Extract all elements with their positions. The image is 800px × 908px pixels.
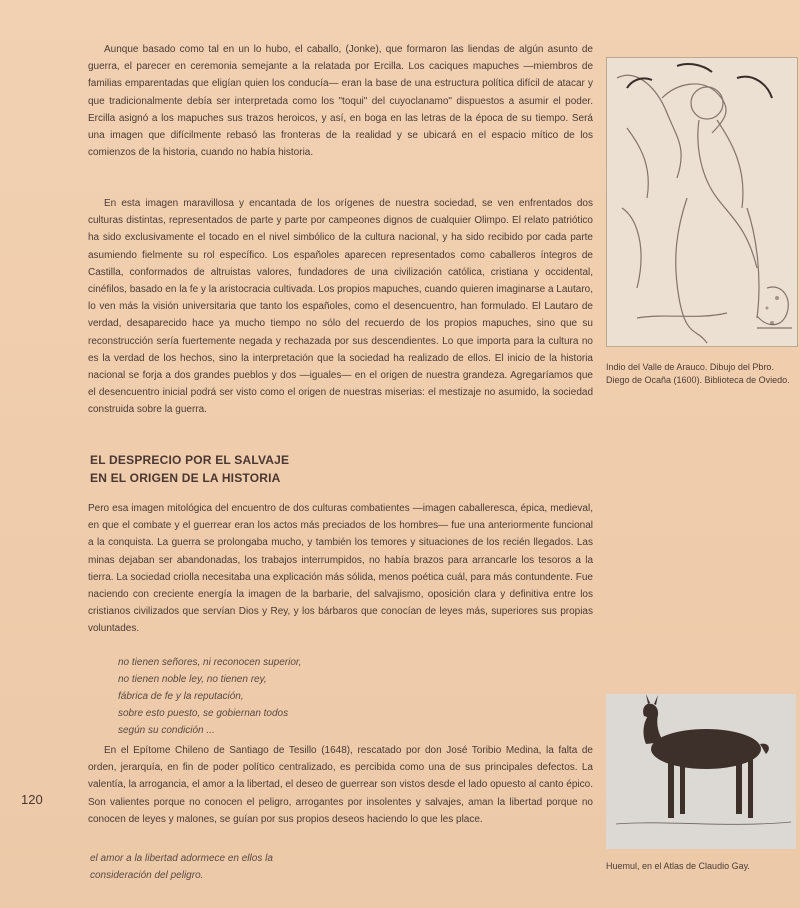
huemul-illustration [606, 694, 796, 849]
paragraph-1: Aunque basado como tal en un lo hubo, el caballo, (Jonke), que formaron las liendas de algún asunto de guerra, el parecer en ceremonia semejante a la relatada por Ercilla. Los caciques mapuches —miembros de familias emparentadas que eligían quien los conducía— eran la base de una estructura política difícil de atacar y que tradicionalmente debía ser interpretada como los "toqui" del cuyoclanamo" dispuestos a asumir el poder. Ercilla asignó a los mapuches sus trazos heroicos, y así, en boga en las letras de la época de su tiempo. Será una imagen que difícilmente rebasó las fronteras de la realidad y se ubicará en el espacio mítico de los comienzos de la historia, cuando no había historia. [88, 44, 593, 159]
verse-line: no tienen señores, ni reconocen superior, [118, 657, 302, 668]
section-heading [90, 451, 420, 487]
heading-line-2: EN EL ORIGEN DE LA HISTORIA [90, 471, 281, 485]
verse-line: según su condición ... [118, 725, 215, 736]
paragraph-3: Pero esa imagen mitológica del encuentro de dos culturas combatientes —imagen caballeresca, épica, medieval, en que el combate y el guerrear eran los actos más preciados de los hombres— fue una anteriormente funcional a la conquista. La guerra se prolongaba mucho, y también los temores y situaciones de los recién llegados. Las minas dejaban ser abandonadas, los trabajos interrumpidos, no había brazos para arrancarle los tesoros a la tierra. La sociedad criolla necesitaba una explicación más sólida, menos poética cuál, para más contundente. Fue naciendo con creciente energía la imagen de la barbarie, del salvajismo, oposición clara y definitiva entre los cristianos civilizados que servían Dios y Rey, y los bárbaros que conocían de leyes más, superiores sus propias voluntades. [88, 503, 593, 635]
heading-line-1: EL DESPRECIO POR EL SALVAJE [90, 453, 290, 467]
verse-line: no tienen noble ley, no tienen rey, [118, 674, 267, 685]
indio-sketch-illustration [606, 57, 798, 347]
figure-top-caption: Indio del Valle de Arauco. Dibujo del Pbro. Diego de Ocaña (1600). Biblioteca de Oviedo. [606, 362, 790, 385]
sketch-drawing [607, 58, 797, 346]
paragraph-4: En el Epítome Chileno de Santiago de Tesillo (1648), rescatado por don José Toribio Medina, la falta de orden, jerarquía, en fin de poder político centralizado, es percibida como una de sus principales defectos. La valentía, la arrogancia, el amor a la libertad, el deseo de guerrear son vistos desde el lado opuesto al canto épico. Son valientes porque no conocen el peligro, arrogantes por insolentes y salvajes, aman la libertad porque no conocen de leyes y malones, se guían por sus propios deseos haciendo lo que les place. [88, 745, 593, 825]
verse-line: fábrica de fe y la reputación, [118, 691, 244, 702]
huemul-drawing [606, 694, 796, 849]
page-number: 120 [21, 792, 43, 807]
verse-quote [118, 654, 538, 739]
closing-quote-line: el amor a la libertad adormece en ellos la [90, 853, 273, 864]
closing-quote [90, 850, 450, 884]
verse-line: sobre esto puesto, se gobiernan todos [118, 708, 289, 719]
figure-animal-caption: Huemul, en el Atlas de Claudio Gay. [606, 861, 750, 871]
closing-quote-line: consideración del peligro. [90, 870, 204, 881]
paragraph-2: En esta imagen maravillosa y encantada de los orígenes de nuestra sociedad, se ven enfrentados dos culturas distintas, representados de parte y parte por campeones dignos de cualquier Olimpo. El relato patriótico ha sido exclusivamente el tocado en el nivel simbólico de la cultura nacional, y ha sido recibido por cada parte asumiendo fielmente su rol específico. Los españoles aparecen representados como caballeros íntegros de Castilla, conformados de altruistas valores, fundadores de una civilización católica, cristiana y occidental, cinéfilos, basado en la fe y la aristocracia cultivada. Los propios mapuches, cuando quieren imaginarse a Lautaro, lo ven más la visión universitaria que tanto los españoles, como el desencuentro, han formulado. El Lautaro de verdad, desaparecido hace ya mucho tiempo no sólo del recuerdo de los propios mapuches, sino que su reconstrucción sería fuertemente negada y rechazada por sus descendientes. Lo que importa para la cultura no es la verdad de los hechos, sino la interpretación que la sociedad ha realizado de ellos. El inicio de la historia nacional se forja a dos grandes pueblos y dos —iguales— en el origen de nuestra grandeza. Agregaríamos que el desencuentro inicial podrá ser visto como el origen de nuestras miserias: el mestizaje no asumido, la sociedad construida sobre la guerra. [88, 198, 593, 416]
